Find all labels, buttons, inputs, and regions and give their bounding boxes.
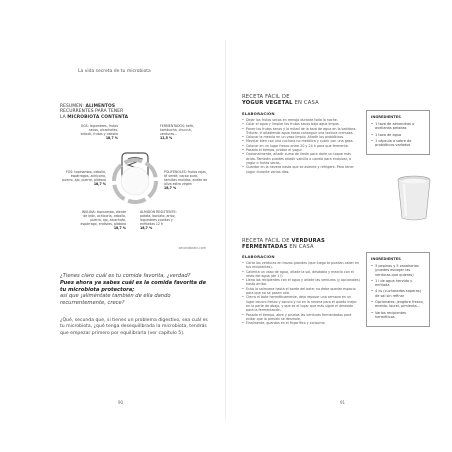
segment-label: ALMIDÓN RESISTENTE: patata, boniato, arroz, legumbres cocidas y enfriadas 12 h (140, 210, 177, 226)
recipe-title-bold: VERDURAS (291, 238, 325, 244)
segment-ogs (78, 124, 118, 140)
ingredient: • 3 pepinos y 5 zanahorias (puedes escoger las verduras que quieras) (371, 264, 425, 277)
step: • Colocar en un lugar fresco entre 20 y 24 h para que fermente. (242, 144, 360, 148)
recipe-title-line1: RECETA FÁCIL DE (242, 94, 290, 100)
summary-title-bold: ALIMENTOS (85, 104, 116, 109)
segment-pct: 18,7 % (93, 182, 106, 186)
website-credit: secondbrain.com (178, 246, 206, 250)
recipe-title-bold: YOGUR VEGETAL (242, 100, 293, 107)
segment-polifenoles (164, 170, 210, 190)
step: • Opcionalmente, añadir zumo de limón para darle un toque más ácido. También puedes añadir vainilla o canela para endulzar, o yogur o frutas secas. (242, 152, 360, 165)
elaboration-steps (242, 118, 360, 174)
page-number-right: 91 (340, 400, 346, 405)
step: • Corta las verduras en trozos grandes (que luego te puedan caber en tus recipientes). (242, 261, 360, 270)
elaboration-heading: ELABORACIÓN (242, 254, 275, 259)
ingredients-box (366, 110, 430, 155)
body-paragraph: ¿Qué, secunda que, si tienes un problema digestivo, sea cuál es tu microbiota, ¿qué tenga desequilibrada la microbiota, tendrás que empezar primero por equilibrarla (ver capítulo 5). (60, 318, 208, 336)
recipe-title-rest: EN CASA (287, 244, 314, 251)
step: • Colocar la mezcla en un vaso limpio. Añadir los probióticos. (242, 135, 360, 139)
ingredients-box (366, 252, 430, 327)
elaboration-steps (242, 261, 360, 325)
right-page (226, 0, 452, 452)
step: • Mezclar bien con una cuchara no metálica y cubrir con una gasa. (242, 139, 360, 143)
step: • Dejar los frutos secos en remojo durante toda la noche. (242, 118, 360, 122)
segment-fermentados (160, 124, 208, 140)
elaboration-heading: ELABORACIÓN (242, 111, 275, 116)
recipe-title-line1: RECETA FÁCIL DE (242, 238, 290, 244)
segment-label: POLIFENOLES: frutos rojos, té verde, cacao puro, semillas molidas, aceite de oliva extra virgen (164, 170, 208, 186)
ingredient: • Opcionales: jengibre fresco, eneldo, laurel, pimienta... (371, 300, 425, 309)
segment-label: FERMENTADOS: kefir, kombucha, chucrut, verduras... (160, 124, 195, 136)
recipe-title (242, 94, 319, 106)
segment-fos (60, 170, 106, 186)
ingredients-list (371, 264, 425, 319)
step: • Cierra el bote herméticamente, deja reposar una semana en un lugar oscuro fresco y oscuro y no en la nevera para el quedo mejor en la parte de abajo, y que es el lugar que más sigue el deseado para la fermentación. (242, 295, 360, 312)
ingredient: • 1 l de agua hervida y enfriada (371, 279, 425, 288)
ingredients-list (371, 122, 425, 147)
recipe-title (242, 238, 325, 250)
step: • Llena los recipientes con el agua y añade las verduras (y opcionales) hasta arriba. (242, 278, 360, 287)
running-head: La vida secreta de tu microbiota (78, 69, 151, 74)
ingredients-heading: INGREDIENTES (371, 115, 401, 119)
summary-title-line2: RECURRENTES PARA TENER (60, 109, 124, 115)
recipe-fermented-vegetables (242, 238, 432, 370)
step: • Finalmente, guardas en el frigorífico y consume. (242, 321, 360, 325)
segment-inulina (80, 210, 126, 230)
question-1: ¿Tienes claro cuál es tu comida favorita, ¿verdad? (60, 273, 191, 279)
step: • Calienta un vaso de agua, añade la sal, desdobla y mezcla con el resto del agua (de 1 l). (242, 270, 360, 279)
summary-title-line3-prefix: LA (60, 114, 68, 120)
step: • Colar el agua y limpiar los frutos secos bajo agua limpia. (242, 122, 360, 126)
step: • Poner los frutos secos y la mitad de la taza de agua en la batidora. Triturar. Ir añadiendo agua hasta conseguir una textura cremosa. (242, 127, 360, 136)
step: • Guardar en la nevera hasta que se asiente y refrigere. Para tener yogur durante varios días. (242, 165, 360, 174)
step: • Echa la salmuera hasta el borde del bote; no debe quedar espacio para que no se pasen aire. (242, 287, 360, 296)
page-number-left: 90 (118, 400, 124, 405)
segment-pct: 18,7 % (113, 226, 126, 230)
foods-summary (60, 104, 210, 254)
ingredient: • 4 cs (cucharadas soperas) de sal sin refinar (371, 289, 425, 298)
summary-title (60, 104, 128, 120)
segment-pct: 18,7 % (140, 226, 153, 230)
segment-pct: 18,7 % (164, 186, 177, 190)
step: • Pasado el tiempo, abre y prueba las verduras fermentadas para evitar que la presión se desmole. (242, 313, 360, 322)
ingredient: • 1 taza de almendras o avellanas peladas (371, 122, 425, 131)
yogurt-jar-icon (392, 172, 436, 224)
ingredient: • 1 cápsula o sobre de probióticos variados (371, 139, 425, 148)
segment-pct: 12,5 % (160, 136, 173, 140)
ingredient: • Varios recipientes herméticos (371, 311, 425, 320)
recipe-yogurt (242, 94, 432, 228)
segment-pct: 18,7 % (105, 136, 118, 140)
segment-label: FOS: topinambo, cebolla, espárragos, achicoria, puerro, ajo, puerro, plátano (62, 170, 106, 182)
summary-title-line3-bold: MICROBIOTA CONTENTA (67, 114, 129, 120)
ingredients-heading: INGREDIENTES (371, 257, 401, 261)
step: • Pasado el tiempo, probar el yogur. (242, 148, 360, 152)
segments-ring (108, 154, 162, 208)
segment-label: OGS: legumbres, frutos secos, alcachofas, brócoli, frutas y cebolla (80, 124, 118, 136)
question-3: así que ¡aliméntate también de ella dando recurrentemente, crece? (60, 293, 171, 307)
summary-title-prefix: RESUMEN: (60, 104, 86, 109)
recipe-title-rest: EN CASA (292, 100, 319, 107)
recipe-title-line2-bold: FERMENTADAS (242, 244, 288, 251)
reader-questions (60, 273, 212, 307)
question-2: Pues ahora ya sabes cuál es la comida favorita de tu microbiota protectora; (60, 279, 206, 293)
segment-label: INULINA: topinambo, diente de león, achicoria, cebolla, puerro, ajo, alcachofa, espárrago, endivias, plátano (80, 210, 126, 226)
ingredient: • 1 taza de agua (371, 133, 425, 137)
segment-almidon (140, 210, 188, 230)
